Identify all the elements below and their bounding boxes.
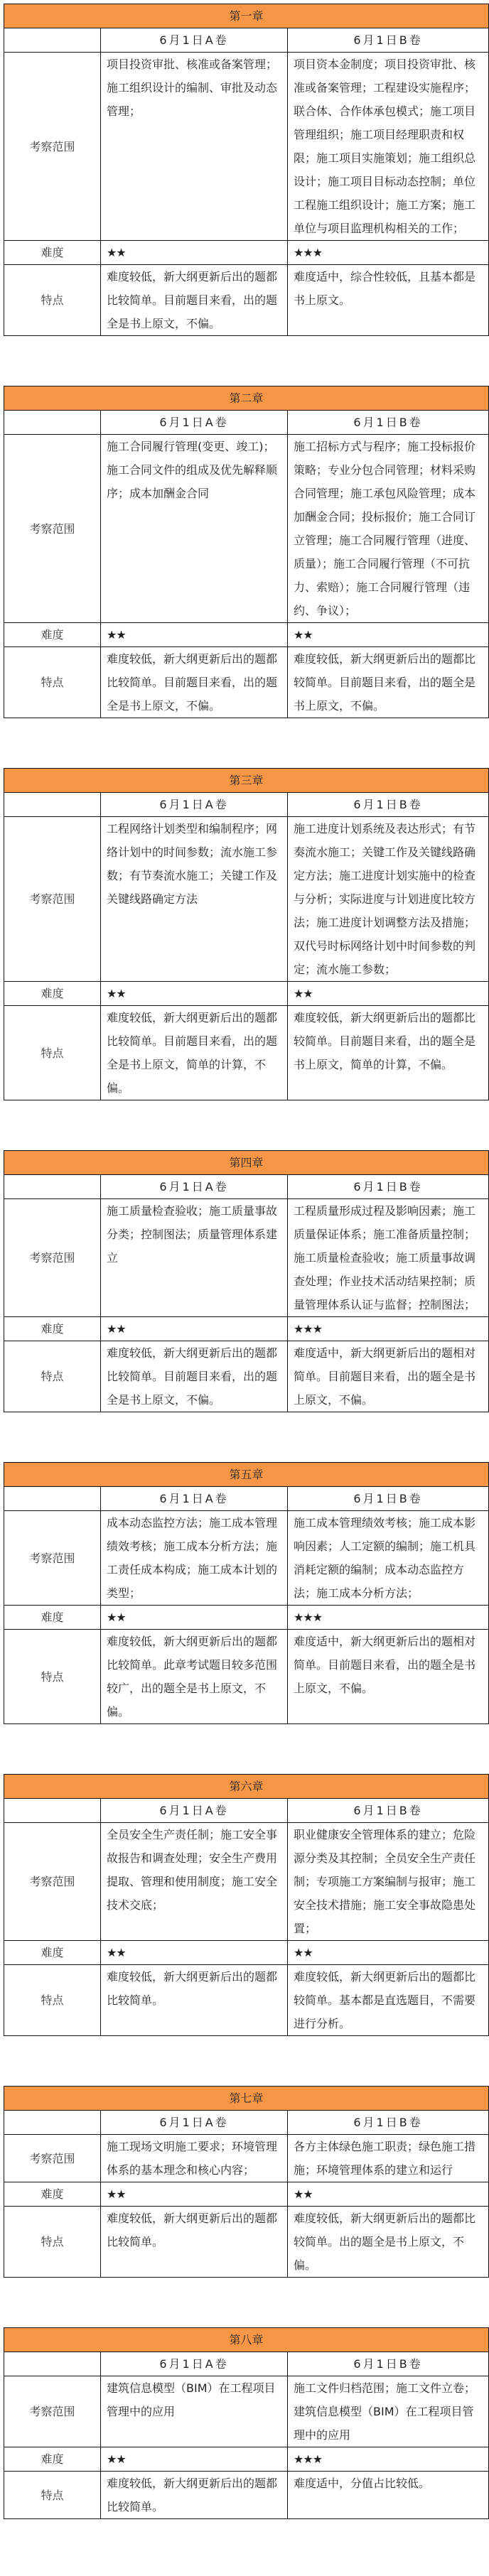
paper-header-row xyxy=(4,793,489,817)
paper-a-scope: 施工合同履行管理(变更、竣工)；施工合同文件的组成及优先解释顺序；成本加酬金合同 xyxy=(101,435,288,623)
empty-header-cell xyxy=(4,28,101,53)
paper-header-row xyxy=(4,411,489,435)
chapter-title: 第一章 xyxy=(4,4,489,28)
paper-b-scope: 项目资本金制度；项目投资审批、核准或备案管理；工程建设实施程序；联合体、合作体承包模式；施工项目管理组织；施工项目经理职责和权限；施工项目实施策划；施工组织总设计；施工项目目标动态控制；单位工程施工组织设计；施工方案；施工单位与项目监理机构相关的工作； xyxy=(288,53,489,241)
difficulty-row xyxy=(4,982,489,1006)
paper-a-header: 6月1日A卷 xyxy=(101,2352,288,2376)
difficulty-row xyxy=(4,1317,489,1341)
paper-b-features: 难度较低，新大纲更新后出的题都比较简单。出的题全是书上原文，不偏。 xyxy=(288,2207,489,2278)
scope-label: 考察范围 xyxy=(4,817,101,982)
paper-b-scope: 各方主体绿色施工职责；绿色施工措施；环境管理体系的建立和运行 xyxy=(288,2135,489,2182)
paper-a-header: 6月1日A卷 xyxy=(101,793,288,817)
features-row xyxy=(4,2472,489,2519)
difficulty-label: 难度 xyxy=(4,1606,101,1630)
paper-a-features: 难度较低，新大纲更新后出的题都比较简单。 xyxy=(101,2207,288,2278)
chapter-title: 第五章 xyxy=(4,1463,489,1487)
chapter-table xyxy=(4,1462,489,1724)
scope-row xyxy=(4,53,489,241)
paper-a-difficulty-rating: ★★ xyxy=(101,982,288,1006)
features-label: 特点 xyxy=(4,2207,101,2278)
paper-header-row xyxy=(4,1799,489,1823)
paper-b-difficulty-rating: ★★ xyxy=(288,2182,489,2207)
difficulty-label: 难度 xyxy=(4,241,101,265)
empty-header-cell xyxy=(4,2352,101,2376)
scope-row xyxy=(4,435,489,623)
paper-b-features: 难度较低，新大纲更新后出的题都比较简单。基本都是直选题目，不需要进行分析。 xyxy=(288,1965,489,2036)
paper-header-row xyxy=(4,2352,489,2376)
paper-a-difficulty-rating: ★★ xyxy=(101,2447,288,2472)
paper-a-features: 难度较低，新大纲更新后出的题都比较简单。此章考试题目较多范围较广，出的题全是书上原文，不偏。 xyxy=(101,1630,288,1724)
paper-a-header: 6月1日A卷 xyxy=(101,1487,288,1511)
paper-a-scope: 成本动态监控方法；施工成本管理绩效考核；施工成本分析方法；施工责任成本构成；施工成本计划的类型； xyxy=(101,1511,288,1606)
paper-a-header: 6月1日A卷 xyxy=(101,1799,288,1823)
paper-b-header: 6月1日B卷 xyxy=(288,28,489,53)
features-label: 特点 xyxy=(4,1630,101,1724)
paper-a-header: 6月1日A卷 xyxy=(101,2111,288,2135)
difficulty-row xyxy=(4,1606,489,1630)
features-row xyxy=(4,1006,489,1100)
paper-header-row xyxy=(4,1175,489,1199)
empty-header-cell xyxy=(4,793,101,817)
scope-row xyxy=(4,1823,489,1941)
paper-a-scope: 施工质量检查验收；施工质量事故分类；控制图法；质量管理体系建立 xyxy=(101,1199,288,1317)
features-row xyxy=(4,1341,489,1412)
empty-header-cell xyxy=(4,411,101,435)
paper-a-difficulty-rating: ★★ xyxy=(101,1941,288,1965)
paper-b-features: 难度适中，新大纲更新后出的题相对简单。目前题目来看，出的题全是书上原文，不偏。 xyxy=(288,1341,489,1412)
chapter-table xyxy=(4,386,489,718)
paper-b-header: 6月1日B卷 xyxy=(288,2111,489,2135)
paper-a-difficulty-rating: ★★ xyxy=(101,1317,288,1341)
scope-label: 考察范围 xyxy=(4,2376,101,2447)
paper-a-features: 难度较低，新大纲更新后出的题都比较简单。目前题目来看，出的题全是书上原文，不偏。 xyxy=(101,265,288,336)
difficulty-label: 难度 xyxy=(4,2447,101,2472)
paper-a-features: 难度较低，新大纲更新后出的题都比较简单。目前题目来看，出的题全是书上原文，不偏。 xyxy=(101,647,288,718)
scope-row xyxy=(4,1199,489,1317)
paper-b-difficulty-rating: ★★★ xyxy=(288,1606,489,1630)
scope-row xyxy=(4,817,489,982)
features-label: 特点 xyxy=(4,1006,101,1100)
paper-a-header: 6月1日A卷 xyxy=(101,1175,288,1199)
scope-label: 考察范围 xyxy=(4,1823,101,1941)
chapter-title: 第三章 xyxy=(4,769,489,793)
paper-b-difficulty-rating: ★★ xyxy=(288,623,489,647)
difficulty-label: 难度 xyxy=(4,1941,101,1965)
chapter-table xyxy=(4,2086,489,2278)
paper-b-scope: 施工招标方式与程序；施工投标报价策略；专业分包合同管理；材料采购合同管理；施工承包风险管理；成本加酬金合同；投标报价；施工合同订立管理；施工合同履行管理（进度、质量）；施工合同履行管理（不可抗力、索赔）；施工合同履行管理（违约、争议）； xyxy=(288,435,489,623)
difficulty-label: 难度 xyxy=(4,982,101,1006)
paper-a-header: 6月1日A卷 xyxy=(101,28,288,53)
empty-header-cell xyxy=(4,1175,101,1199)
features-row xyxy=(4,1630,489,1724)
paper-a-features: 难度较低，新大纲更新后出的题都比较简单。 xyxy=(101,1965,288,2036)
paper-b-scope: 施工文件归档范围；施工文件立卷；建筑信息模型（BIM）在工程项目管理中的应用 xyxy=(288,2376,489,2447)
paper-b-scope: 施工成本管理绩效考核；施工成本影响因素；人工定额的编制；施工机具消耗定额的编制；成本动态监控方法；施工成本分析方法； xyxy=(288,1511,489,1606)
scope-label: 考察范围 xyxy=(4,435,101,623)
paper-a-scope: 项目投资审批、核准或备案管理；施工组织设计的编制、审批及动态管理； xyxy=(101,53,288,241)
features-label: 特点 xyxy=(4,647,101,718)
chapter-table xyxy=(4,2327,489,2519)
features-label: 特点 xyxy=(4,1341,101,1412)
difficulty-row xyxy=(4,2182,489,2207)
paper-a-scope: 施工现场文明施工要求；环境管理体系的基本理念和核心内容； xyxy=(101,2135,288,2182)
chapter-title-row xyxy=(4,1463,489,1487)
paper-a-scope: 建筑信息模型（BIM）在工程项目管理中的应用 xyxy=(101,2376,288,2447)
paper-a-features: 难度较低，新大纲更新后出的题都比较简单。目前题目来看，出的题全是书上原文，简单的计算，不偏。 xyxy=(101,1006,288,1100)
features-row xyxy=(4,265,489,336)
paper-a-difficulty-rating: ★★ xyxy=(101,623,288,647)
chapter-title-row xyxy=(4,386,489,411)
paper-a-features: 难度较低，新大纲更新后出的题都比较简单。目前题目来看，出的题全是书上原文，不偏。 xyxy=(101,1341,288,1412)
paper-header-row xyxy=(4,28,489,53)
scope-row xyxy=(4,2135,489,2182)
difficulty-row xyxy=(4,2447,489,2472)
features-row xyxy=(4,1965,489,2036)
paper-a-difficulty-rating: ★★ xyxy=(101,241,288,265)
paper-b-header: 6月1日B卷 xyxy=(288,1175,489,1199)
features-label: 特点 xyxy=(4,2472,101,2519)
scope-label: 考察范围 xyxy=(4,53,101,241)
chapter-table xyxy=(4,4,489,336)
paper-a-features: 难度较低，新大纲更新后出的题都比较简单。 xyxy=(101,2472,288,2519)
chapter-table xyxy=(4,1150,489,1412)
difficulty-row xyxy=(4,241,489,265)
chapter-title-row xyxy=(4,1151,489,1175)
chapter-title: 第四章 xyxy=(4,1151,489,1175)
chapter-table xyxy=(4,768,489,1100)
paper-b-header: 6月1日B卷 xyxy=(288,411,489,435)
scope-label: 考察范围 xyxy=(4,2135,101,2182)
paper-b-header: 6月1日B卷 xyxy=(288,793,489,817)
chapter-title: 第二章 xyxy=(4,386,489,411)
paper-a-difficulty-rating: ★★ xyxy=(101,1606,288,1630)
features-label: 特点 xyxy=(4,1965,101,2036)
paper-a-header: 6月1日A卷 xyxy=(101,411,288,435)
chapter-title-row xyxy=(4,2087,489,2111)
empty-header-cell xyxy=(4,1487,101,1511)
paper-b-features: 难度适中，综合性较低，且基本都是书上原文。 xyxy=(288,265,489,336)
paper-b-difficulty-rating: ★★★ xyxy=(288,1317,489,1341)
chapter-title-row xyxy=(4,769,489,793)
paper-b-features: 难度适中，分值占比较低。 xyxy=(288,2472,489,2519)
chapter-title: 第六章 xyxy=(4,1775,489,1799)
scope-row xyxy=(4,2376,489,2447)
features-label: 特点 xyxy=(4,265,101,336)
paper-b-difficulty-rating: ★★★ xyxy=(288,241,489,265)
paper-b-header: 6月1日B卷 xyxy=(288,1487,489,1511)
paper-b-features: 难度较低，新大纲更新后出的题都比较简单。目前题目来看，出的题全是书上原文，不偏。 xyxy=(288,647,489,718)
scope-label: 考察范围 xyxy=(4,1511,101,1606)
difficulty-label: 难度 xyxy=(4,1317,101,1341)
paper-b-difficulty-rating: ★★ xyxy=(288,982,489,1006)
paper-header-row xyxy=(4,1487,489,1511)
paper-a-scope: 工程网络计划类型和编制程序；网络计划中的时间参数；流水施工参数；有节奏流水施工；关键工作及关键线路确定方法 xyxy=(101,817,288,982)
empty-header-cell xyxy=(4,2111,101,2135)
scope-row xyxy=(4,1511,489,1606)
paper-b-features: 难度适中，新大纲更新后出的题相对简单。目前题目来看，出的题全是书上原文，不偏。 xyxy=(288,1630,489,1724)
paper-b-header: 6月1日B卷 xyxy=(288,1799,489,1823)
difficulty-row xyxy=(4,623,489,647)
chapter-title-row xyxy=(4,4,489,28)
scope-label: 考察范围 xyxy=(4,1199,101,1317)
paper-header-row xyxy=(4,2111,489,2135)
paper-b-scope: 工程质量形成过程及影响因素；施工质量保证体系；施工准备质量控制；施工质量检查验收；施工质量事故调查处理；作业技术活动结果控制；质量管理体系认证与监督；控制图法； xyxy=(288,1199,489,1317)
paper-b-scope: 职业健康安全管理体系的建立；危险源分类及其控制；全员安全生产责任制；专项施工方案编制与报审；施工安全技术措施；施工安全事故隐患处置； xyxy=(288,1823,489,1941)
features-row xyxy=(4,647,489,718)
paper-b-difficulty-rating: ★★★ xyxy=(288,2447,489,2472)
difficulty-label: 难度 xyxy=(4,2182,101,2207)
paper-a-difficulty-rating: ★★ xyxy=(101,2182,288,2207)
chapter-table xyxy=(4,1774,489,2036)
empty-header-cell xyxy=(4,1799,101,1823)
chapter-title-row xyxy=(4,2328,489,2352)
paper-b-features: 难度较低，新大纲更新后出的题都比较简单。目前题目来看，出的题全是书上原文，简单的计算，不偏。 xyxy=(288,1006,489,1100)
chapter-title-row xyxy=(4,1775,489,1799)
paper-b-header: 6月1日B卷 xyxy=(288,2352,489,2376)
features-row xyxy=(4,2207,489,2278)
difficulty-row xyxy=(4,1941,489,1965)
chapter-title: 第七章 xyxy=(4,2087,489,2111)
paper-b-scope: 施工进度计划系统及表达形式；有节奏流水施工；关键工作及关键线路确定方法；施工进度计划实施中的检查与分析；实际进度与计划进度比较方法；施工进度计划调整方法及措施；双代号时标网络计划中时间参数的判定；流水施工参数； xyxy=(288,817,489,982)
chapter-title: 第八章 xyxy=(4,2328,489,2352)
paper-a-scope: 全员安全生产责任制；施工安全事故报告和调查处理；安全生产费用提取、管理和使用制度；施工安全技术交底； xyxy=(101,1823,288,1941)
difficulty-label: 难度 xyxy=(4,623,101,647)
paper-b-difficulty-rating: ★★ xyxy=(288,1941,489,1965)
